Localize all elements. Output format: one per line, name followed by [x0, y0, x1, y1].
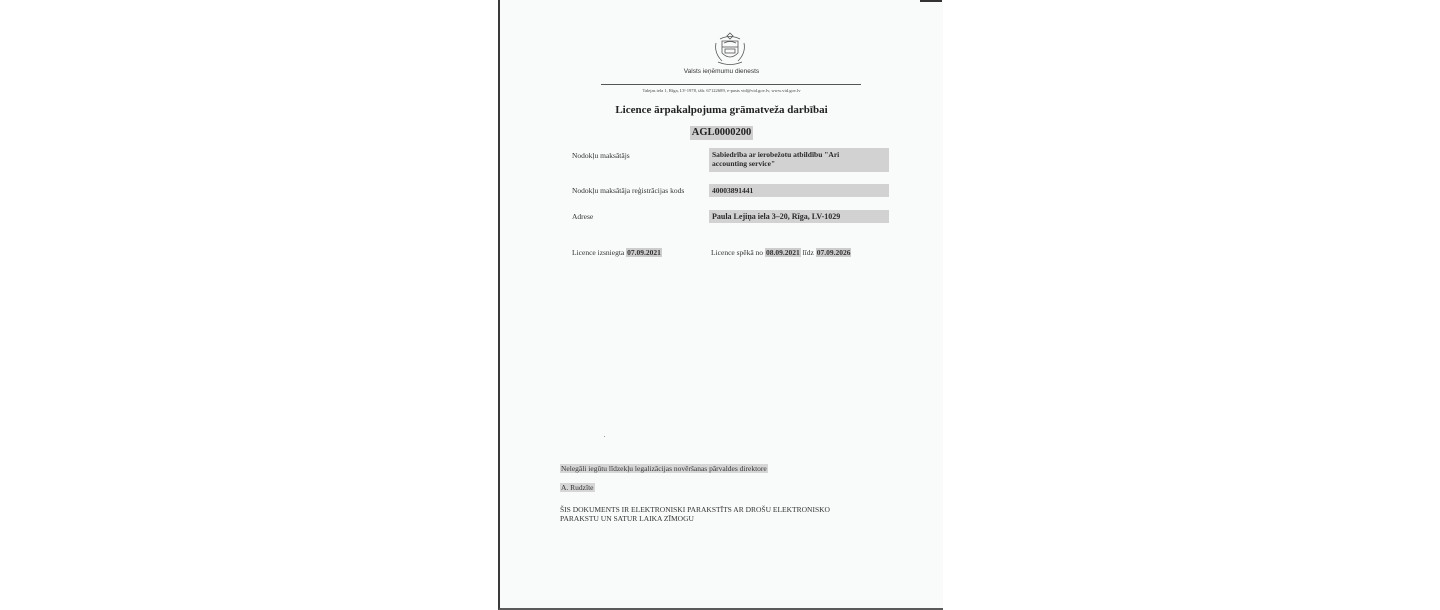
header-divider	[601, 84, 861, 85]
notice-line2: PARAKSTU UN SATUR LAIKA ZĪMOGU	[560, 514, 694, 523]
address-value: Paula Lejiņa iela 3–20, Rīga, LV-1029	[709, 210, 889, 223]
taxpayer-label: Nodokļu maksātājs	[572, 151, 630, 160]
address-label: Adrese	[572, 212, 594, 221]
issued-label: Licence izsniegta	[572, 248, 625, 257]
scan-edge	[920, 0, 942, 2]
signatory-position: Nelegāli iegūtu līdzekļu legalizācijas novēršanas pārvaldes direktore	[561, 464, 767, 473]
issued-line	[572, 248, 662, 257]
license-number-row	[500, 122, 943, 140]
issued-date: 07.09.2021	[627, 248, 661, 257]
e-signature-notice	[560, 505, 880, 523]
validity-until: 07.09.2026	[816, 248, 851, 257]
validity-label: Licence spēkā no	[711, 248, 764, 257]
registration-code-value: 40003891441	[709, 184, 889, 197]
taxpayer-value	[709, 148, 889, 172]
registration-code-label: Nodokļu maksātāja reģistrācijas kods	[572, 186, 685, 195]
validity-line	[711, 248, 851, 257]
agency-name: Valsts ieņēmumu dienests	[683, 68, 760, 75]
validity-until-label: līdz	[802, 248, 814, 257]
contact-line: Talejas iela 1, Rīga, LV-1978, tālr. 67122689, e-pasts vid@vid.gov.lv, www.vid.gov.lv	[642, 88, 801, 93]
document-title: Licence ārpakalpojuma grāmatveža darbībai	[615, 104, 828, 116]
coat-of-arms-icon	[710, 31, 750, 67]
scanned-document-page	[498, 0, 943, 610]
validity-from: 08.09.2021	[765, 248, 800, 257]
taxpayer-value-line1: Sabiedrība ar ierobežotu atbildību "Ari	[712, 150, 840, 159]
notice-line1: ŠIS DOKUMENTS IR ELEKTRONISKI PARAKSTĪTS AR DROŠU ELEKTRONISKO	[560, 505, 830, 514]
license-number: AGL0000200	[691, 127, 752, 138]
signatory-name: A. Rudzīte	[561, 483, 594, 492]
taxpayer-value-line2: accounting service"	[712, 159, 776, 168]
scan-speck	[604, 436, 605, 437]
